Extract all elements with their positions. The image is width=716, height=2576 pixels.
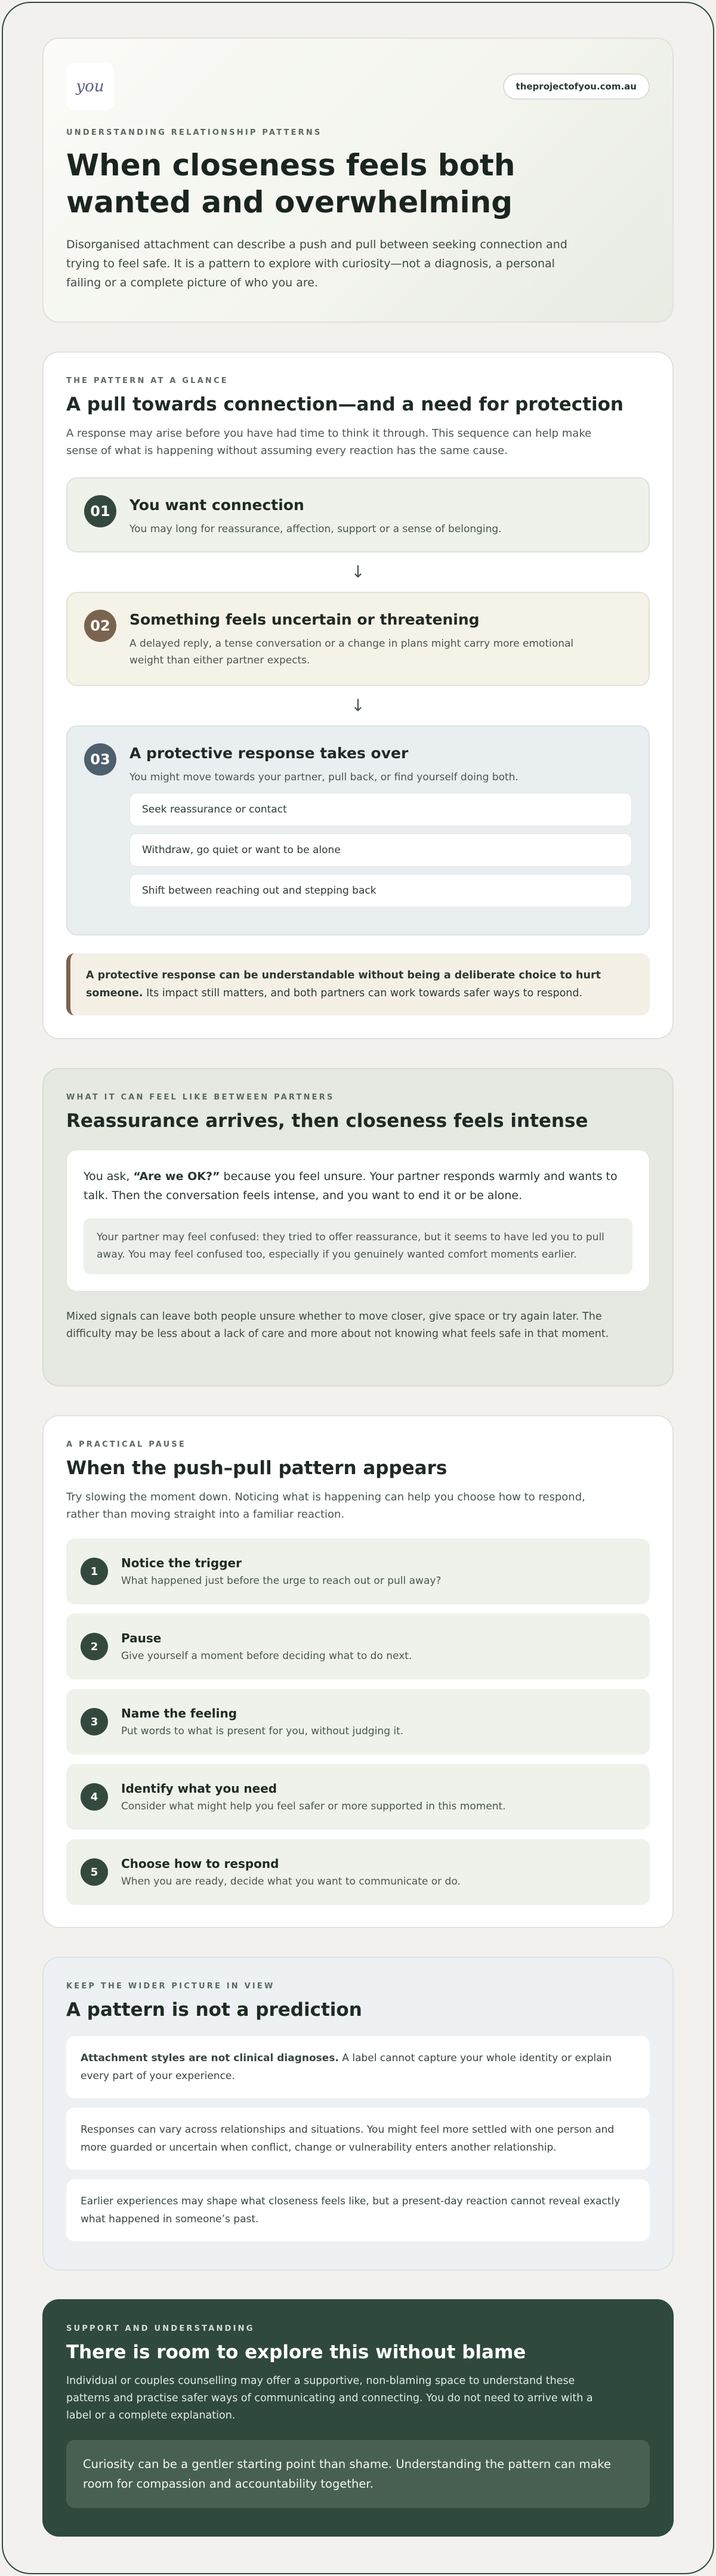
pause-title: When the push–pull pattern appears	[66, 1457, 448, 1479]
scenario-quote: “Are we OK?”	[133, 1170, 220, 1183]
callout-text: Its impact still matters, and both partners can work towards safer ways to respond.	[143, 987, 583, 999]
step-title: You want connection	[129, 496, 304, 514]
wider-title: A pattern is not a prediction	[66, 1999, 362, 2021]
response-option: Seek reassurance or contact	[129, 793, 632, 826]
pause-step-text: Give yourself a moment before deciding what to do next.	[121, 1650, 412, 1662]
page-title: When closeness feels both wanted and overwhelming	[66, 148, 516, 220]
pause-step-4	[66, 1764, 650, 1830]
support-title: There is room to explore this without blame	[66, 2342, 526, 2363]
wider-eyebrow: KEEP THE WIDER PICTURE IN VIEW	[66, 1982, 275, 1991]
hero-eyebrow: UNDERSTANDING RELATIONSHIP PATTERNS	[66, 128, 322, 137]
step-text: You might move towards your partner, pull back, or find yourself doing both.	[129, 771, 519, 783]
pattern-step-3	[66, 725, 650, 935]
pause-step-title: Identify what you need	[121, 1781, 277, 1796]
pattern-step-2	[66, 592, 650, 686]
pause-step-number: 3	[81, 1708, 108, 1735]
step-title: A protective response takes over	[129, 745, 409, 762]
response-option: Shift between reaching out and stepping back	[129, 874, 632, 907]
pause-intro: Try slowing the moment down. Noticing what is happening can help you choose how to respond, rather than moving straight into a familiar reaction.	[66, 1491, 585, 1521]
pause-step-5	[66, 1839, 650, 1905]
scenario-text	[84, 1167, 632, 1205]
pause-step-title: Choose how to respond	[121, 1857, 279, 1871]
down-arrow-icon: ↓	[351, 696, 365, 715]
hero-card	[42, 38, 674, 323]
logo-text: you	[76, 78, 104, 95]
pause-card	[42, 1415, 674, 1928]
pause-step-text: Consider what might help you feel safer or more supported in this moment.	[121, 1800, 506, 1812]
step-number-badge: 01	[84, 495, 116, 527]
pause-step-text: When you are ready, decide what you want to communicate or do.	[121, 1876, 461, 1888]
hero-intro: Disorganised attachment can describe a push and pull between seeking connection and trying to feel safe. It is a pattern to explore with curiosity—not a diagnosis, a personal failing or a complete picture of who you are.	[66, 238, 567, 289]
feel-card	[42, 1068, 674, 1386]
step-text: You may long for reassurance, affection, support or a sense of belonging.	[129, 523, 502, 535]
support-intro: Individual or couples counselling may offer a supportive, non-blaming space to understand these patterns and practise safer ways of communicating and connecting. You do not need to arrive with a label or a complete explanation.	[66, 2375, 593, 2421]
protective-callout	[66, 953, 650, 1015]
step-number-badge: 03	[84, 743, 116, 776]
scenario-box	[66, 1150, 650, 1292]
scenario-post: because you feel unsure. Your partner responds warmly and wants to talk. Then the conversation feels intense, and you want to end it or be alone.	[84, 1170, 618, 1202]
scenario-pre: You ask,	[84, 1170, 134, 1183]
pause-step-number: 5	[81, 1858, 108, 1886]
partner-perspective: Your partner may feel confused: they tried to offer reassurance, but it seems to have led you to pull away. You may feel confused too, especially if you genuinely wanted comfort moments earlier.	[84, 1218, 632, 1274]
support-closing-note: Curiosity can be a gentler starting point than shame. Understanding the pattern can make room for compassion and accountability together.	[66, 2440, 650, 2508]
glance-eyebrow: THE PATTERN AT A GLANCE	[66, 376, 229, 385]
pause-step-text: What happened just before the urge to reach out or pull away?	[121, 1575, 442, 1587]
page	[2, 2, 714, 2574]
support-card	[42, 2299, 674, 2537]
step-number-badge: 02	[84, 610, 116, 642]
pause-step-title: Notice the trigger	[121, 1556, 242, 1570]
glance-title: A pull towards connection—and a need for protection	[66, 394, 624, 415]
glance-card	[42, 351, 674, 1039]
feel-eyebrow: WHAT IT CAN FEEL LIKE BETWEEN PARTNERS	[66, 1093, 335, 1102]
response-option: Withdraw, go quiet or want to be alone	[129, 833, 632, 867]
glance-intro: A response may arise before you have had time to think it through. This sequence can help make sense of what is happening without assuming every reaction has the same cause.	[66, 427, 592, 457]
pause-step-title: Name the feeling	[121, 1706, 237, 1721]
diagnosis-note	[66, 2036, 650, 2098]
step-text: A delayed reply, a tense conversation or a change in plans might carry more emotional weight than either partner expects.	[129, 638, 574, 666]
pause-step-number: 1	[81, 1558, 108, 1585]
wider-card	[42, 1957, 674, 2271]
pause-step-3	[66, 1689, 650, 1755]
site-logo[interactable]	[66, 63, 114, 110]
feel-outro: Mixed signals can leave both people unsure whether to move closer, give space or try again later. The difficulty may be less about a lack of care and more about not knowing what feels safe in that moment.	[66, 1311, 609, 1340]
pause-step-text: Put words to what is present for you, without judging it.	[121, 1725, 404, 1737]
pause-eyebrow: A PRACTICAL PAUSE	[66, 1440, 187, 1449]
pause-step-2	[66, 1614, 650, 1679]
step-title: Something feels uncertain or threatening	[129, 611, 480, 628]
support-eyebrow: SUPPORT AND UNDERSTANDING	[66, 2324, 255, 2333]
pattern-step-1	[66, 477, 650, 552]
hero-header	[66, 63, 650, 110]
past-experience-note: Earlier experiences may shape what closeness feels like, but a present-day reaction cannot reveal exactly what happened in someone’s past.	[66, 2179, 650, 2241]
down-arrow-icon: ↓	[351, 562, 365, 582]
pause-step-title: Pause	[121, 1631, 162, 1645]
pause-step-1	[66, 1539, 650, 1604]
pause-step-number: 2	[81, 1633, 108, 1660]
callout-bold: A protective response can be understandable without being a deliberate choice to hurt someone.	[86, 969, 601, 999]
feel-title: Reassurance arrives, then closeness feels intense	[66, 1110, 588, 1132]
variation-note: Responses can vary across relationships and situations. You might feel more settled with one person and more guarded or uncertain when conflict, change or vulnerability enters another relationship.	[66, 2108, 650, 2170]
note-text: A label cannot capture your whole identity or explain every part of your experience.	[81, 2052, 612, 2082]
site-link-badge[interactable]: theprojectofyou.com.au	[503, 73, 650, 100]
pause-step-number: 4	[81, 1783, 108, 1811]
note-bold: Attachment styles are not clinical diagnoses.	[81, 2052, 339, 2064]
